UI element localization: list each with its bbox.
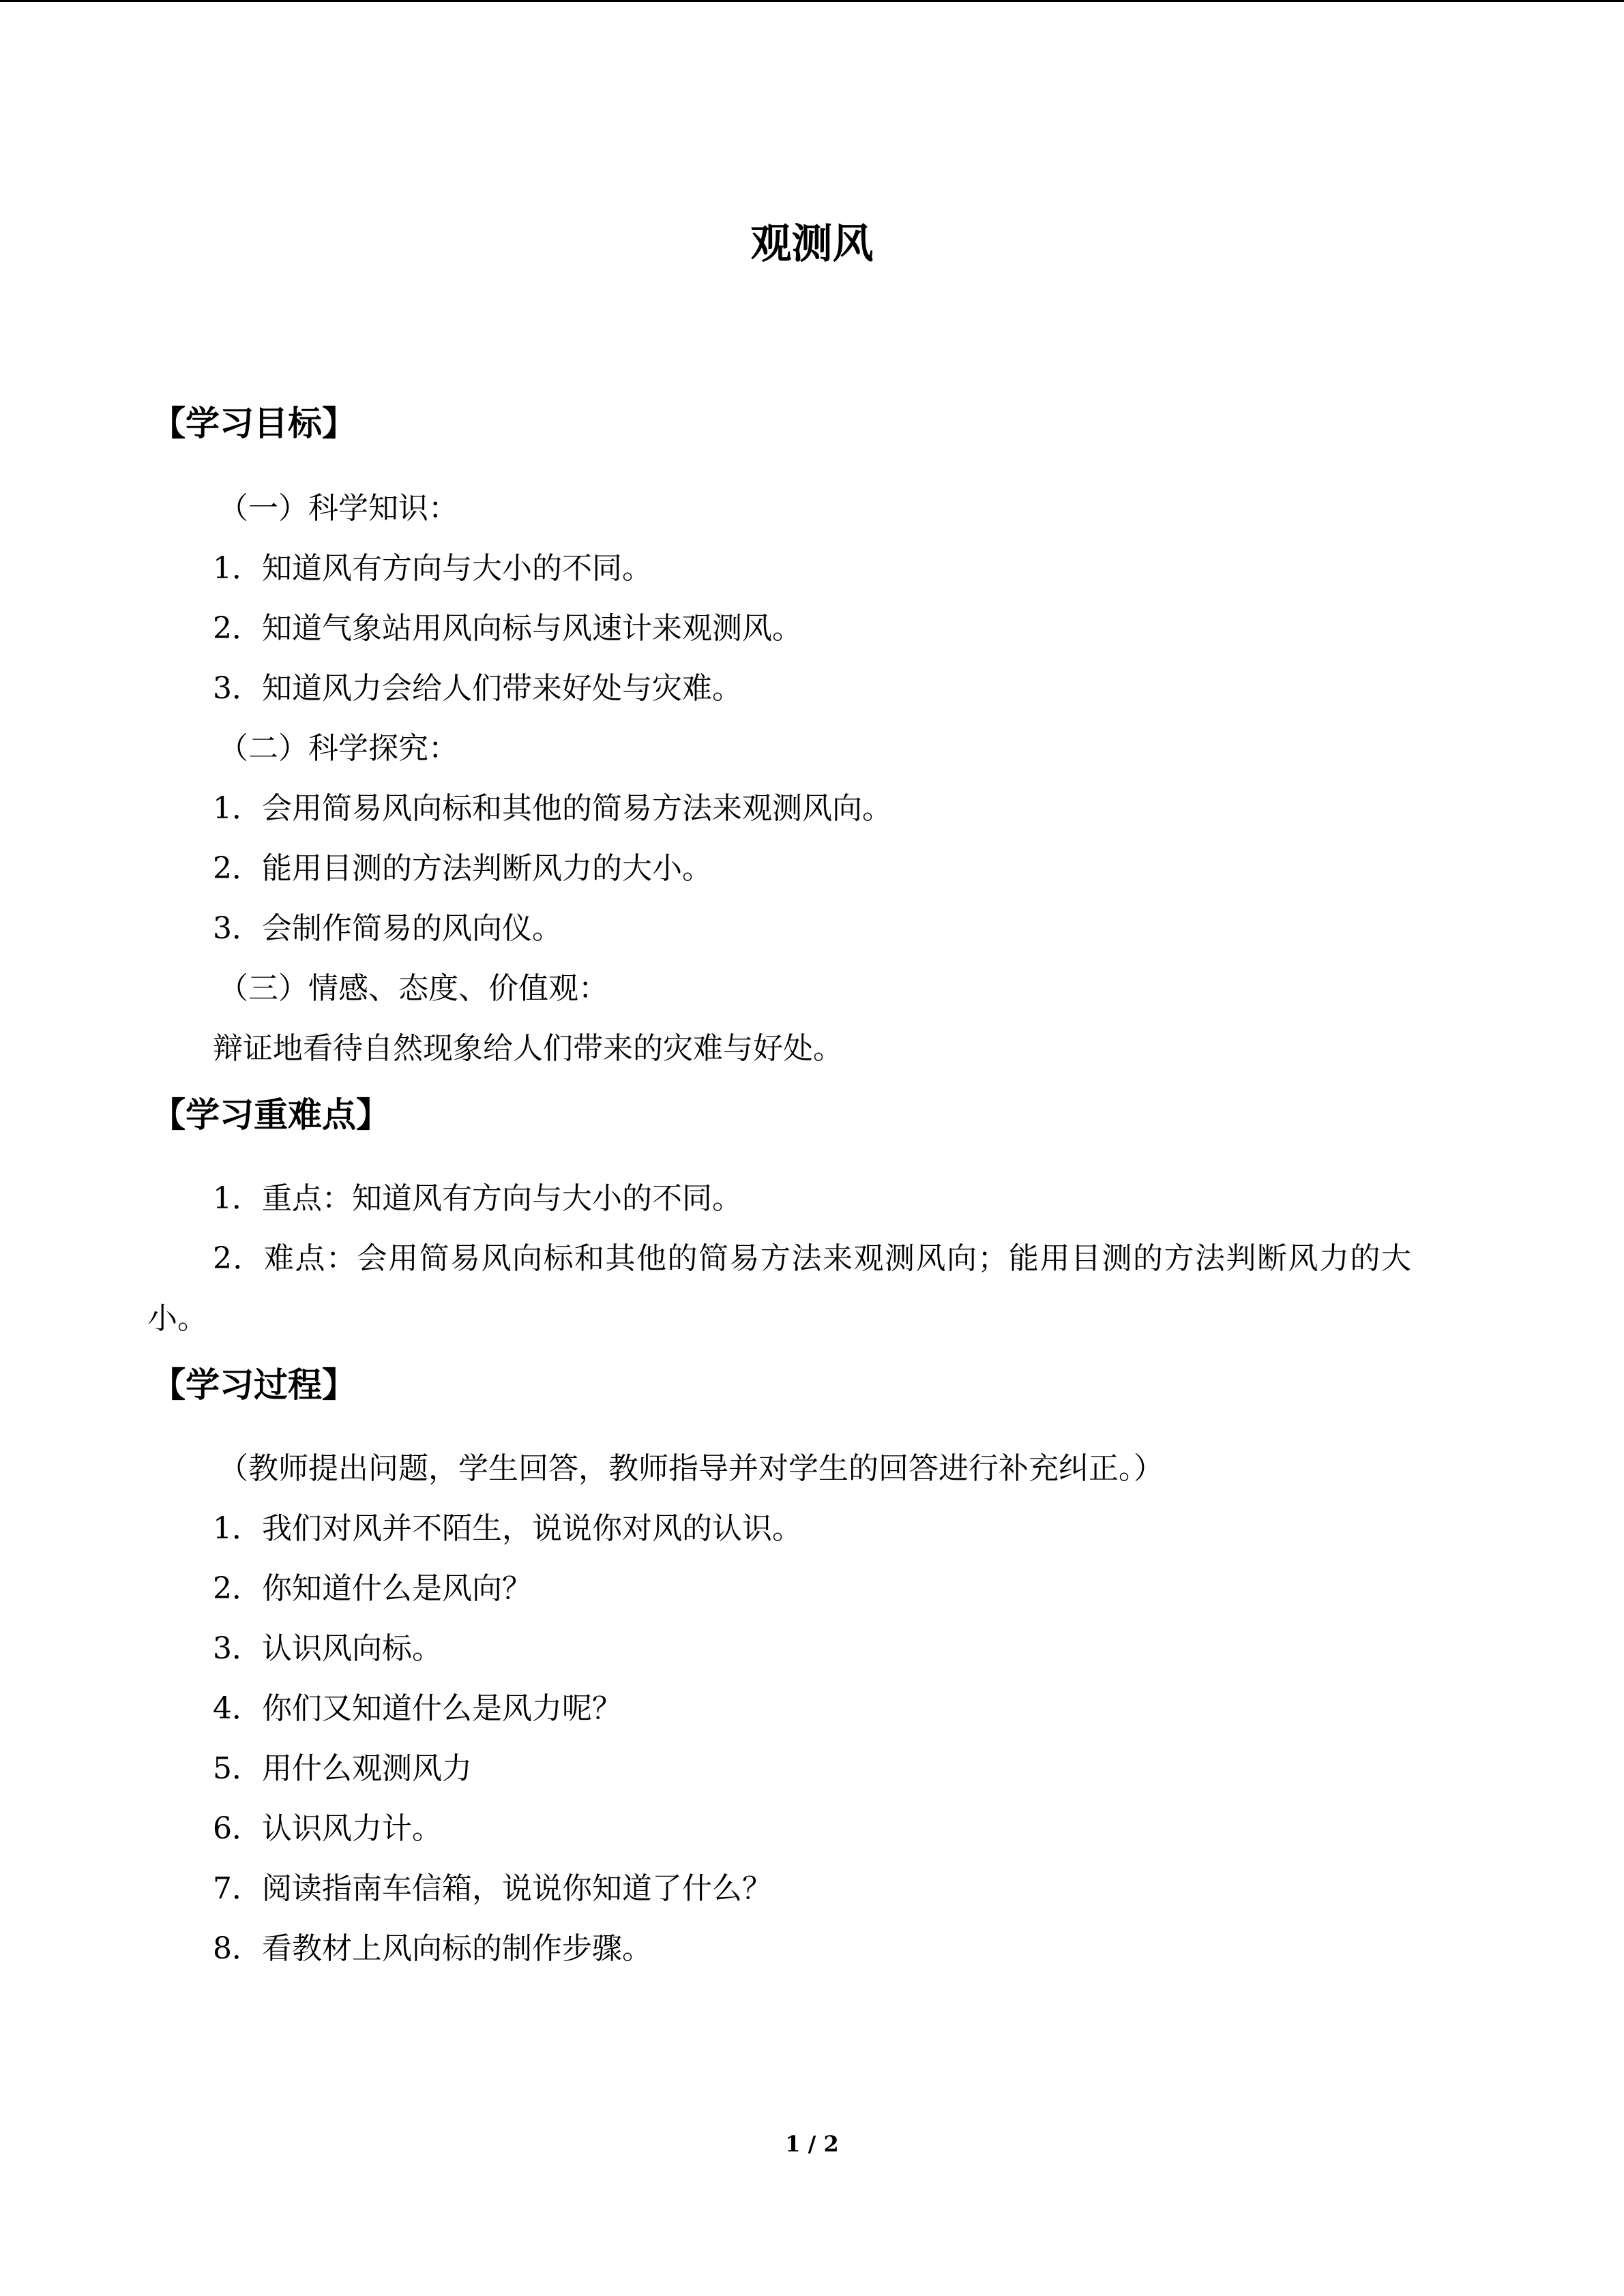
process-item: 8．看教材上风向标的制作步骤。	[213, 1931, 652, 1966]
objectives-item: 2．知道气象站用风向标与风速计来观测风。	[213, 611, 802, 646]
page-title: 观测风	[750, 220, 874, 268]
objectives-item: 1．会用简易风向标和其他的简易方法来观测风向。	[213, 791, 892, 826]
objectives-item: 2．能用目测的方法判断风力的大小。	[213, 851, 712, 886]
key-points-item: 2．难点：会用简易风向标和其他的简易方法来观测风向；能用目测的方法判断风力的大	[213, 1241, 1413, 1276]
key-points-item-continuation: 小。	[147, 1301, 207, 1336]
section-heading-objectives: 【学习目标】	[151, 404, 356, 443]
process-item: 1．我们对风并不陌生，说说你对风的认识。	[213, 1511, 802, 1546]
section-heading-process: 【学习过程】	[151, 1365, 356, 1405]
process-item: 3．认识风向标。	[213, 1631, 442, 1666]
objectives-item: 1．知道风有方向与大小的不同。	[213, 551, 652, 586]
process-item: 6．认识风力计。	[213, 1811, 442, 1846]
objectives-subheading-inquiry: （二）科学探究：	[218, 731, 458, 766]
process-intro: （教师提出问题，学生回答，教师指导并对学生的回答进行补充纠正。）	[218, 1451, 1164, 1486]
objectives-item: 3．知道风力会给人们带来好处与灾难。	[213, 671, 742, 706]
objectives-item: 辩证地看待自然现象给人们带来的灾难与好处。	[213, 1031, 843, 1066]
objectives-subheading-knowledge: （一）科学知识：	[218, 491, 458, 526]
section-heading-key-points: 【学习重难点】	[151, 1095, 390, 1135]
process-item: 7．阅读指南车信箱，说说你知道了什么？	[213, 1871, 772, 1906]
process-item: 2．你知道什么是风向？	[213, 1571, 532, 1606]
key-points-item: 1．重点：知道风有方向与大小的不同。	[213, 1181, 742, 1216]
page-number: 1 / 2	[785, 2131, 839, 2157]
top-border-line	[0, 0, 1624, 2]
objectives-item: 3．会制作简易的风向仪。	[213, 911, 562, 946]
process-item: 5．用什么观测风力	[213, 1751, 472, 1786]
process-item: 4．你们又知道什么是风力呢？	[213, 1691, 622, 1726]
objectives-subheading-values: （三）情感、态度、价值观：	[218, 971, 608, 1006]
